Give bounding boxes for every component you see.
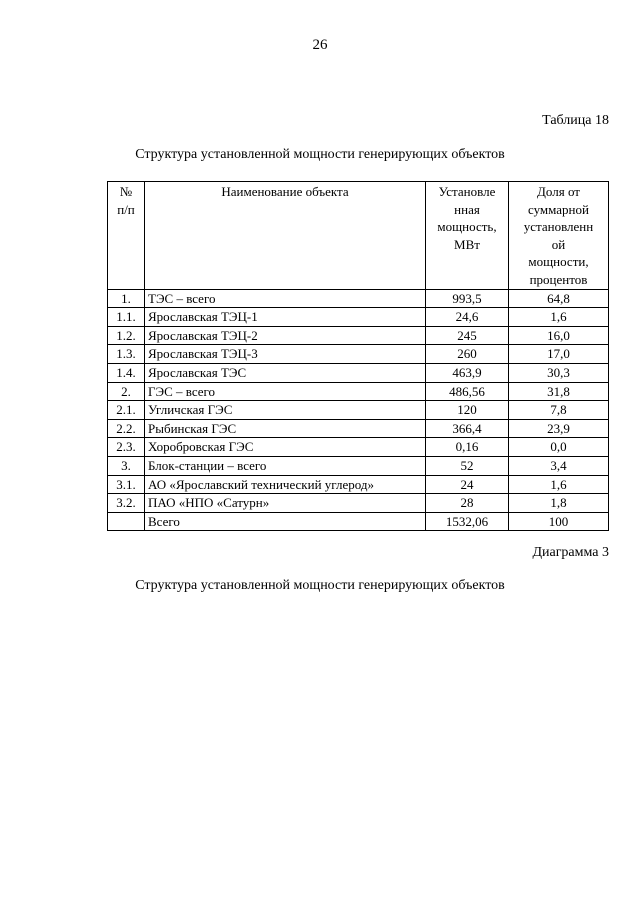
row-capacity-cell: 28 [426, 494, 509, 513]
row-name-cell: Рыбинская ГЭС [145, 419, 426, 438]
row-capacity-cell: 486,56 [426, 382, 509, 401]
table-header-row [108, 182, 609, 290]
row-name-cell: Ярославская ТЭЦ-2 [145, 326, 426, 345]
row-name-cell: Хоробровская ГЭС [145, 438, 426, 457]
header-capacity: Установле нная мощность, МВт [426, 182, 509, 290]
row-capacity-cell: 260 [426, 345, 509, 364]
row-name-cell: АО «Ярославский технический углерод» [145, 475, 426, 494]
row-name-cell: ГЭС – всего [145, 382, 426, 401]
header-name: Наименование объекта [145, 182, 426, 290]
table-row [108, 363, 609, 382]
row-capacity-cell: 993,5 [426, 289, 509, 308]
row-share-cell: 30,3 [509, 363, 609, 382]
row-capacity-cell: 1532,06 [426, 512, 509, 531]
row-share-cell: 23,9 [509, 419, 609, 438]
row-share-cell: 64,8 [509, 289, 609, 308]
row-name-cell: Угличская ГЭС [145, 401, 426, 420]
table-row [108, 438, 609, 457]
capacity-table [107, 181, 609, 531]
row-number-cell: 1.4. [108, 363, 145, 382]
row-name-cell: ПАО «НПО «Сатурн» [145, 494, 426, 513]
row-number-cell [108, 512, 145, 531]
row-number-cell: 2. [108, 382, 145, 401]
row-share-cell: 1,8 [509, 494, 609, 513]
table-row [108, 494, 609, 513]
row-number-cell: 1.1. [108, 308, 145, 327]
row-capacity-cell: 24,6 [426, 308, 509, 327]
row-capacity-cell: 52 [426, 456, 509, 475]
row-number-cell: 2.2. [108, 419, 145, 438]
table-row [108, 326, 609, 345]
row-share-cell: 100 [509, 512, 609, 531]
table-row [108, 382, 609, 401]
table-body [108, 289, 609, 531]
row-name-cell: Ярославская ТЭС [145, 363, 426, 382]
row-number-cell: 2.1. [108, 401, 145, 420]
header-num: № п/п [108, 182, 145, 290]
table-row [108, 401, 609, 420]
row-name-cell: Ярославская ТЭЦ-1 [145, 308, 426, 327]
table-row [108, 308, 609, 327]
row-share-cell: 31,8 [509, 382, 609, 401]
table-row [108, 419, 609, 438]
row-number-cell: 1.2. [108, 326, 145, 345]
row-share-cell: 0,0 [509, 438, 609, 457]
row-number-cell: 3.1. [108, 475, 145, 494]
row-capacity-cell: 463,9 [426, 363, 509, 382]
table-title: Структура установленной мощности генерирующих объектов [135, 147, 505, 162]
row-capacity-cell: 120 [426, 401, 509, 420]
row-share-cell: 16,0 [509, 326, 609, 345]
row-number-cell: 1.3. [108, 345, 145, 364]
table-row [108, 289, 609, 308]
header-share: Доля от суммарной установленн ой мощности, процентов [509, 182, 609, 290]
row-number-cell: 3. [108, 456, 145, 475]
row-number-cell: 1. [108, 289, 145, 308]
diagram-label: Диаграмма 3 [532, 545, 609, 560]
row-number-cell: 3.2. [108, 494, 145, 513]
row-name-cell: Ярославская ТЭЦ-3 [145, 345, 426, 364]
row-share-cell: 1,6 [509, 308, 609, 327]
table-label: Таблица 18 [542, 113, 609, 128]
row-capacity-cell: 366,4 [426, 419, 509, 438]
row-share-cell: 3,4 [509, 456, 609, 475]
row-capacity-cell: 24 [426, 475, 509, 494]
table-row [108, 456, 609, 475]
row-share-cell: 17,0 [509, 345, 609, 364]
row-name-cell: Всего [145, 512, 426, 531]
page-number: 26 [312, 37, 328, 53]
row-share-cell: 7,8 [509, 401, 609, 420]
table-row [108, 475, 609, 494]
diagram-title: Структура установленной мощности генерирующих объектов [135, 578, 505, 593]
row-capacity-cell: 0,16 [426, 438, 509, 457]
row-name-cell: ТЭС – всего [145, 289, 426, 308]
table-row [108, 512, 609, 531]
row-name-cell: Блок-станции – всего [145, 456, 426, 475]
row-capacity-cell: 245 [426, 326, 509, 345]
row-number-cell: 2.3. [108, 438, 145, 457]
table-row [108, 345, 609, 364]
row-share-cell: 1,6 [509, 475, 609, 494]
